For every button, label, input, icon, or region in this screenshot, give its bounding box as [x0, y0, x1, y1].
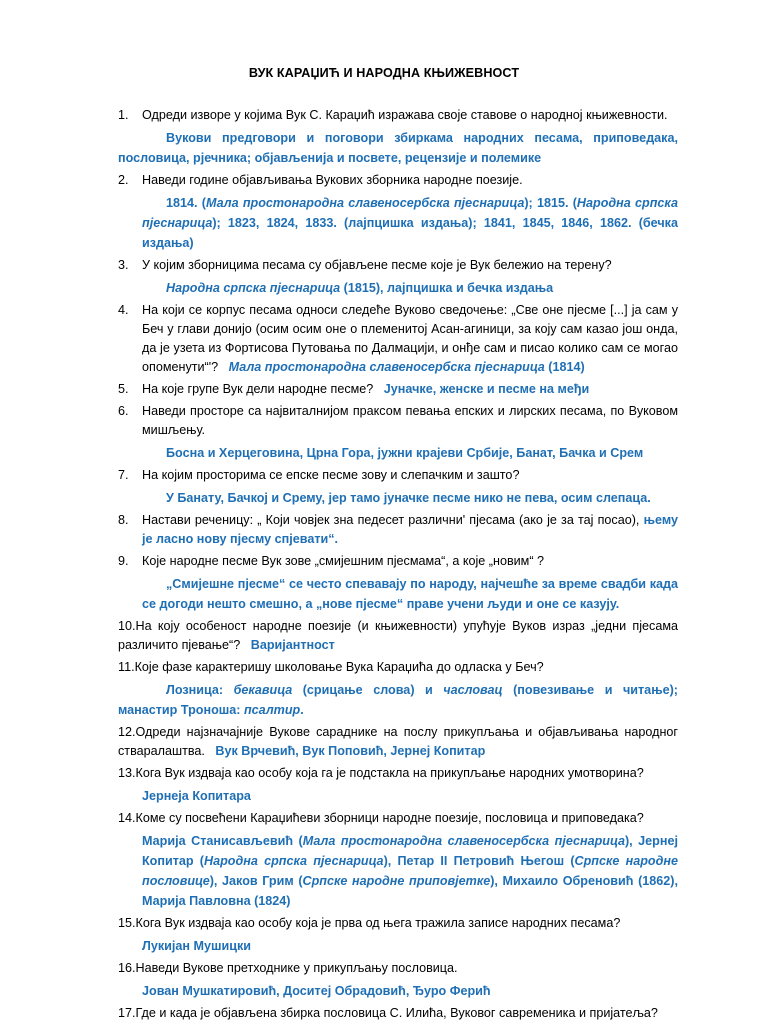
question-9: 9. Које народне песме Вук зове „смијешним пјесмама“, а које „новим“ ? [118, 554, 545, 568]
answer-12: Вук Врчевић, Вук Поповић, Јернеј Копитар [215, 744, 486, 758]
answer-2: 1814. (Мала простонародна славеносербска пјеснарица); 1815. (Народна српска пјеснарица); 1823, 1824, 1833. (лајпцишка издања); 1841, 1845, 1846, 1862. (бечка издања) [142, 196, 678, 250]
answer-9: „Смијешне пјесме“ се често спевавају по народу, најчешће за време свадби када се догоди нешто смешно, а „нове пјесме“ праве учени људи и оне се казују. [142, 577, 678, 611]
answer-13: Јернеја Копитара [142, 789, 251, 803]
answer-14: Марија Станисављевић (Мала простонародна славеносербска пјеснарица), Јернеј Копитар (Народна српска пјеснарица), Петар II Петровић Његош (Српске народне пословице), Јаков Грим (Српске народне приповјетке), Михаило Обреновић (1862), Марија Павловна (1824) [142, 834, 678, 908]
question-3: 3. У којим зборницима песама су објављене песме које је Вук бележио на терену? [118, 258, 612, 272]
question-12: 12.Одреди најзначајније Вукове сараднике на послу прикупљања и објављивања народног стваралаштва. Вук Врчевић, Вук Поповић, Јернеј Копитар [118, 725, 678, 758]
question-list [118, 106, 678, 1026]
question-11: 11.Које фазе карактеришу школовање Вука Караџића до одласка у Беч? [118, 660, 544, 674]
question-13: 13.Кога Вук издваја као особу која га је подстакла на прикупљање народних умотворина? [118, 766, 644, 780]
answer-11: Лозница: бекавица (срицање слова) и часловац (повезивање и читање); манастир Троноша: псалтир. [118, 683, 678, 717]
page-title: ВУК КАРАЏИЋ И НАРОДНА КЊИЖЕВНОСТ [248, 66, 520, 80]
answer-3: Народна српска пјеснарица (1815), лајпцишка и бечка издања [166, 281, 554, 295]
question-5: 5. На које групе Вук дели народне песме? Јуначке, женске и песме на међи [118, 382, 590, 396]
answer-8: њему је ласно нову пјесму спјевати“. [142, 513, 678, 546]
answer-16: Јован Мушкатировић, Доситеј Обрадовић, Ђуро Ферић [142, 984, 491, 998]
question-8: 8. Настави реченицу: „ Који човјек зна педесет различни' пјесама (ако је за тај посао), њему је ласно нову пјесму спјевати“. [118, 513, 678, 546]
answer-4: Мала простонародна славеносербска пјеснарица (1814) [228, 360, 585, 374]
answer-5: Јуначке, женске и песме на међи [383, 382, 590, 396]
answer-7: У Банату, Бачкој и Срему, јер тамо јуначке песме нико не пева, осим слепаца. [166, 491, 651, 505]
question-14: 14.Коме су посвећени Караџићеви зборници народне поезије, пословица и приповедака? [118, 811, 644, 825]
question-4: 4. На који се корпус песама односи следеће Вуково сведочење: „Све оне пјесме [...] ја сам у Беч у глави донијо (осим осим оне о племенитој Асан-агиници, за коју сам казао још онда, да је узета из Фортисова Путовања по Далмацији, и онђе сам и писао колико сам се могао опоменути“'? Мала простонародна славеносербска пјеснарица (1814) [118, 303, 678, 374]
question-17: 17.Где и када је објављена збирка пословица С. Илића, Вуковог савременика и пријатеља? [118, 1006, 658, 1020]
question-15: 15.Кога Вук издваја као особу која је прва од њега тражила записе народних песама? [118, 916, 621, 930]
answer-10: Варијантност [250, 638, 335, 652]
question-2: 2. Наведи године објављивања Вукових зборника народне поезије. [118, 173, 523, 187]
question-6: 6. Наведи просторе са највиталнијом праксом певања епских и лирских песама, по Вуковом мишљењу. [118, 404, 678, 437]
question-7: 7. На којим просторима се епске песме зову и слепачким и зашто? [118, 468, 520, 482]
question-1: 1. Одреди изворе у којима Вук С. Караџић изражава своје ставове о народној књижевности. [118, 108, 668, 122]
answer-1: Вукови предговори и поговори збиркама народних песама, приповедака, пословица, рјечника; објављенија и посвете, рецензије и полемике [118, 131, 678, 165]
question-16: 16.Наведи Вукове претходнике у прикупљању пословица. [118, 961, 458, 975]
question-10: 10.На коју особеност народне поезије (и књижевности) упућује Вуков израз „једни пјесама различито пјевање“? Варијантност [118, 619, 678, 652]
answer-6: Босна и Херцеговина, Црна Гора, јужни крајеви Србије, Банат, Бачка и Срем [166, 446, 644, 460]
answer-15: Лукијан Мушицки [142, 939, 252, 953]
